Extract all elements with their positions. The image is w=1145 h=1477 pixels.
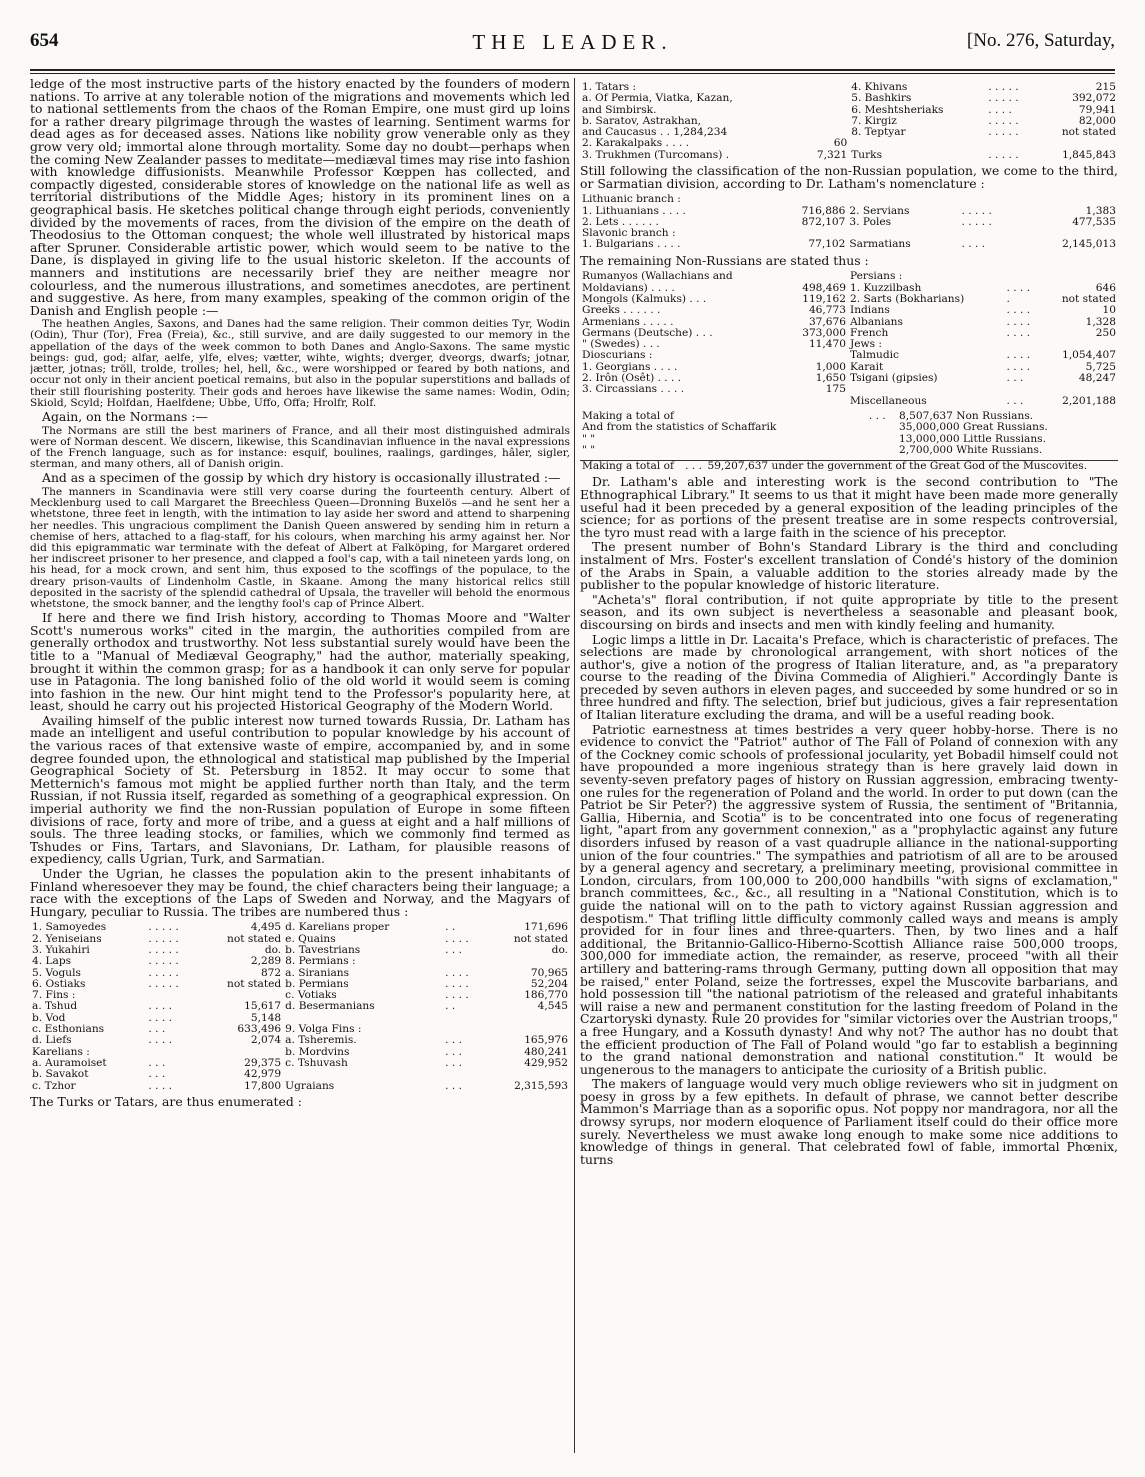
page-header <box>30 30 1115 70</box>
table-cell: . . . . <box>988 103 1012 116</box>
table-cell: 480,241 <box>524 1045 568 1058</box>
table-cell: 6. Meshtsheriaks <box>851 103 944 116</box>
table-cell: . . . . <box>1006 315 1031 328</box>
table-cell: b. Saratov, Astrakhan, <box>582 114 702 127</box>
paragraph: If here and there we find Irish history, according to Thomas Moore and "Walter Scott's numerous works" cited in the margin, the authorities compiled from are generally orthodox and trustworthy. Not less substantial surely would have been the title to a "Manual of Mediæval Geography," had the author, materially speaking, brought it within the common grasp; for as a handbook it can only serve for popular use in Patagonia. The long banished folio of the old world it would seem is coming into fashion in the new. Our hint might tend to the Professor's popularity here, at least, should he carry out his projected Historical Geography of the Modern World. <box>30 610 570 714</box>
table-cell: and Caucasus . . 1,284,234 <box>582 126 728 139</box>
grand-total-table <box>580 460 1118 472</box>
table-cell <box>1004 384 1041 395</box>
table-row <box>580 294 1118 305</box>
paragraph: The present number of Bohn's Standard Library is the third and concluding instalment of Mrs. Foster's excellent translation of Condé's history of the dominion of the Arabs in Spain, a valuable addition to the stories already made by the publisher to the popular knowledge of historic literature. <box>580 539 1118 593</box>
table-cell: . . . . <box>961 238 986 251</box>
table-cell: Moldavians) . . . . <box>582 281 675 294</box>
table-cell: 5,725 <box>1085 360 1116 373</box>
table-cell: . . . . . <box>148 932 179 945</box>
table-cell: d. Besermanians <box>285 1000 375 1013</box>
ugrian-tribes-table <box>30 922 570 1091</box>
table-cell: b. Vod <box>32 1011 66 1024</box>
table-cell: 4,545 <box>537 1000 568 1013</box>
table-cell: Making a total of <box>582 409 674 422</box>
table-cell: 1. Georgians . . . . <box>582 360 678 373</box>
table-cell: not stated <box>227 932 282 945</box>
table-row <box>30 1035 570 1046</box>
table-cell: d. Karelians proper <box>285 921 390 934</box>
table-cell: c. Tshuvash <box>285 1056 348 1069</box>
turks-table <box>580 82 1118 161</box>
table-cell: . . . . <box>445 977 469 990</box>
table-cell: . . . . . <box>961 215 992 228</box>
paragraph: Under the Ugrian, he classes the population akin to the present inhabitants of Finland wheresoever they may be found, the chief characters being their language; a race with the exceptions of the Laps of Sweden and Norway, and the Magyars of Hungary, peculiar to Russia. The tribes are numbered thus : <box>30 866 570 919</box>
table-cell: not stated <box>513 932 568 945</box>
table-cell: c. Esthonians <box>32 1023 105 1036</box>
table-cell <box>1004 271 1041 282</box>
table-cell: not stated <box>1061 292 1116 305</box>
paragraph: Logic limps a little in Dr. Lacaita's Preface, which is characteristic of prefaces. The selections are made by chronological arrangement, with short notices of the author's, give a notion of the progress of Italian literature, and, as "a preparatory course to the reading of the Divina Commedia of Alighieri." Accordingly Dante is preceded by seven authors in eleven pages, and succeeded by some hundred or so in three hundred and fifty. The selection, brief but judicious, gives a fair representation of Italian literature excluding the drama, and will be a useful reading book. <box>580 631 1118 723</box>
table-cell: 37,676 <box>808 315 847 328</box>
table-row <box>30 1081 570 1092</box>
table-cell: a. Tshud <box>32 1000 78 1013</box>
paragraph: Still following the classification of the non-Russian population, we come to the third, or Sarmatian division, according to Dr. Latham's nomenclature : <box>580 163 1118 191</box>
table-cell: 2. Servians <box>849 204 910 217</box>
table-cell: . . . . <box>1006 281 1031 294</box>
table-cell: b. Savakot <box>32 1068 89 1081</box>
table-cell: 60 <box>833 137 848 150</box>
table-cell <box>960 194 1019 205</box>
table-cell <box>785 396 848 407</box>
table-cell <box>800 93 849 104</box>
table-cell: and Simbirsk. <box>582 103 657 116</box>
table-cell: . . . <box>445 1034 462 1047</box>
table-cell: 2. Karakalpaks . . . . <box>582 137 690 150</box>
table-cell: b. Mordvins <box>285 1045 350 1058</box>
table-cell: . . . <box>868 409 886 422</box>
paragraph: Availing himself of the public interest now turned towards Russia, Dr. Latham has made an intelligent and useful contribution to popular knowledge by his account of the various races of that extensive waste of empire, accompanied by, and in some degree founded upon, the ethnological and statistical map published by the Imperial Geographical Society of St. Petersburg in 1852. It may occur to some that Metternich's famous mot might be applied further north than Italy, and the term Russian, if not Russia itself, regarded as something of a geographical expression. On imperial authority we find the non-Russian population of Europe in some fifteen divisions of race, forty and more of tribe, and a guess at eight and a half millions of souls. The three leading stocks, or families, which we commonly find termed as Tshudes or Fins, Tartars, and Slavonians, Dr. Latham, for plausible reasons of expediency, calls Ugrian, Turk, and Sarmatian. <box>30 712 570 867</box>
table-cell <box>765 194 847 205</box>
table-cell: Persians : <box>850 270 903 283</box>
table-cell: . . . <box>685 460 702 473</box>
table-cell: 5,148 <box>250 1011 282 1024</box>
table-cell: Greeks . . . . . . <box>582 304 661 317</box>
table-row <box>30 1069 570 1080</box>
table-cell: Indians <box>850 304 890 317</box>
non-russians-table <box>580 271 1118 407</box>
table-cell: 373,000 <box>802 326 847 339</box>
table-cell: 4. Laps <box>32 955 72 968</box>
table-cell: 498,469 <box>802 281 847 294</box>
table-cell: . . . <box>148 1023 166 1036</box>
table-cell: 3. Yukahiri <box>32 943 90 956</box>
table-cell <box>1018 194 1118 205</box>
table-cell: 716,886 <box>801 204 846 217</box>
quotation: The heathen Angles, Saxons, and Danes had the same religion. Their common deities Tyr, Wodin (Odin), Thur (Tor), Frea (Freia), &c., still survive, and are daily suggested to our memory in the appellation of the days of the week common to both Danes and Anglo-Saxons. The same mystic beings: gud, god; alfar, aelfe, ylfe, elves; vætter, wihte, wights; dverger, dveorgs, dwarfs; jotnar, jætter, jotnas; tröll, trolde, trolles; hel, hell, &c., were worshipped or feared by both nations, and occur not only in their ancient poetical remains, but also in the popular superstitions and ballads of their still flourishing posterity. Their gods and heroes have likewise the same names: Wodin, Odin; Skiold, Scyld; Holfdan, Haelfdene; Ubbe, Uffo, Offa; Hrolfr, Rolf. <box>30 318 570 409</box>
table-row <box>580 239 1118 250</box>
table-cell: a. Of Permia, Viatka, Kazan, <box>582 92 733 105</box>
sarmatian-table <box>580 194 1118 250</box>
table-cell: 46,773 <box>808 304 847 317</box>
table-cell: 429,952 <box>524 1056 568 1069</box>
table-cell: And from the statistics of Schaffarik <box>582 421 777 434</box>
table-cell <box>580 396 785 407</box>
table-cell: . . . <box>445 943 462 956</box>
totals-table <box>580 411 1118 456</box>
table-cell: . . . . . <box>148 977 179 990</box>
table-cell: 6. Ostiaks <box>32 977 86 990</box>
table-cell <box>484 1069 570 1080</box>
table-cell: 29,375 <box>244 1056 282 1069</box>
table-cell: Albanians <box>850 315 903 328</box>
table-cell: 5. Voguls <box>32 966 81 979</box>
table-cell: Making a total of <box>582 460 674 473</box>
table-cell: Rumanyos (Wallachians and <box>582 270 733 283</box>
table-cell <box>800 116 849 127</box>
table-cell: 2,074 <box>250 1034 282 1047</box>
paragraph: The Turks or Tatars, are thus enumerated : <box>30 1093 302 1109</box>
table-cell: 35,000,000 Great Russians. <box>899 421 1048 434</box>
header-rule <box>30 69 1115 71</box>
table-cell: 1,328 <box>1085 315 1116 328</box>
table-row <box>30 1058 570 1069</box>
table-row <box>30 1001 570 1012</box>
table-cell <box>848 384 1004 395</box>
table-cell: Tsigani (gipsies) <box>850 372 938 385</box>
table-cell: . <box>1006 292 1010 305</box>
table-cell: 2. Lets . . . . . . <box>582 215 659 228</box>
table-cell: 8. Teptyar <box>851 126 906 139</box>
table-cell: . . . . <box>1006 304 1031 317</box>
table-cell: . . . . <box>148 1011 172 1024</box>
table-cell: 392,072 <box>1072 92 1116 105</box>
table-cell: 1. Bulgarians . . . . <box>582 238 681 251</box>
table-cell: . . . . . <box>961 204 992 217</box>
issue-label: [No. 276, Saturday, <box>966 30 1115 51</box>
table-cell: . . . . . <box>148 943 179 956</box>
table-cell: 9. Volga Fins : <box>285 1023 362 1036</box>
table-cell: 8,507,637 Non Russians. <box>899 409 1034 422</box>
table-cell: Miscellaneous <box>850 394 927 407</box>
table-cell: Sarmatians <box>849 238 911 251</box>
table-cell: Dioscurians : <box>582 349 653 362</box>
table-cell <box>1041 384 1118 395</box>
paragraph: Again, on the Normans :— <box>42 408 208 424</box>
table-cell: . . . . <box>445 966 469 979</box>
paragraph: Dr. Latham's able and interesting work is the second contribution to "The Ethnographical Library." It seems to us that it might have been made more generally useful had it been preceded by a general exposition of the leading principles of the science; for as portions of the present treatise are in some respects controversial, the tyro must read with a large faith in the science of his preceptor. <box>580 474 1118 540</box>
table-cell: do. <box>551 943 568 956</box>
table-cell: . . . . <box>148 1000 172 1013</box>
table-cell: 175 <box>825 383 847 396</box>
table-cell: a. Auramoiset <box>32 1056 107 1069</box>
table-cell: not stated <box>227 977 282 990</box>
table-cell: Germans (Deutsche) . . . <box>582 326 713 339</box>
table-cell: b. Tavestrians <box>285 943 361 956</box>
table-cell: 477,535 <box>1072 215 1116 228</box>
table-cell: 3. Trukhmen (Turcomans) . <box>582 148 730 161</box>
table-cell <box>484 956 570 967</box>
table-cell: 70,965 <box>530 966 568 979</box>
paragraph: The makers of language would very much oblige reviewers who sit in judgment on poesy in gross by a few epithets. In default of phrase, we cannot better describe Mammon's Marriage than as a soporific opus. Not poppy nor mandragora, nor all the drowsy syrups, nor modern eloquence of Parliament itself could do their office more surely. Nevertheless we must awake long enough to make some nice additions to knowledge of things in general. That celebrated fowl of fable, immortal Phœnix, turns <box>580 1076 1118 1167</box>
table-cell: 7,321 <box>816 148 848 161</box>
table-cell: 2,289 <box>250 955 282 968</box>
table-cell: Karelians : <box>32 1045 90 1058</box>
table-row <box>580 461 1118 473</box>
table-cell: . . . . <box>148 1034 172 1047</box>
table-cell: 59,207,637 under the government of the Great God of the Muscovites. <box>707 460 1088 473</box>
table-cell: . . . . . <box>148 955 179 968</box>
table-cell: Mongols (Kalmuks) . . . <box>582 292 707 305</box>
table-cell: Slavonic branch : <box>582 227 676 240</box>
table-cell <box>443 1069 484 1080</box>
table-cell: e. Quains <box>285 932 336 945</box>
table-cell: 17,800 <box>244 1079 282 1092</box>
table-row <box>580 93 1118 104</box>
table-cell: 171,696 <box>524 921 568 934</box>
table-cell: 79,941 <box>1078 103 1116 116</box>
table-cell: French <box>850 326 889 339</box>
paragraph: And as a specimen of the gossip by which dry history is occasionally illustrated :— <box>42 470 561 486</box>
table-cell: 215 <box>1095 81 1116 93</box>
table-row <box>580 150 1118 161</box>
table-row <box>580 384 1118 395</box>
paragraph: Patriotic earnestness at times bestrides a very queer hobby-horse. There is no evidence to convict the "Patriot" author of The Fall of Poland of connexion with any of the Cockney comic schools of professional jocularity, yet Bobadil himself could not have propounded a more ingenious strategy than is here gravely laid down in seventy-seven prefatory pages of history on Russian aggression, embracing twenty-one rules for the regeneration of Poland and the world. In order to put down (can the Patriot be Sir Peter?) the aggressive system of Russia, the sentiment of "Britannia, Gallia, Hibernia, and Scotia" is to be concentrated into one focus of regenerating light, "apart from any government connexion," as a "prophylactic against any future disorders infused by reason of a vast quadruple alliance in the national-supporting union of the four countries." The sympathies and patriotism of all are to be aroused by a general agency and secretary, a preliminary meeting, provisional committee in London, circulars, from 100,000 to 200,000 handbills "with signs of exclamation," branch committees, &c., &c., all resulting in a "National Constitution, which is to guide the national will on to the path to victory against Russian aggression and despotism." That trifling little difficulty commonly called ways and means is amply provided for in four lines and three-quarters. Then, by two lines and a half additional, the Britannio-Gallico-Hiberno-Scottish Alliance raise 500,000 troops, 300,000 for immediate action, the remainder, as reserve, proceed "with all their artillery and battering-rams through Germany, putting down all opposition that may be raised," enter Poland, seize the fortresses, expel the Muscovite barbarians, and hold possession till "the national patriotism of the released and grateful inhabitants will raise a new and permanent constitution for the lasting freedom of Poland in the Czartoryski dynasty. Rule 20 provides for "similar victories over the Austrian troops," a free Hungary, and a Kossuth dynasty! And why not? The author has no doubt that the efficient production of The Fall of Poland would "go far to establish a beginning to the grand national demonstration and national constitution." It would be ungenerous to the managers to anticipate the curiosity of a British public. <box>580 721 1118 1077</box>
table-row <box>580 271 1118 282</box>
table-cell: . . . . . <box>988 114 1019 127</box>
table-cell: not stated <box>1061 126 1116 139</box>
table-cell: 2. Sarts (Bokharians) <box>850 292 965 305</box>
table-cell: 119,162 <box>802 292 847 305</box>
table-cell: 82,000 <box>1078 114 1116 127</box>
table-row <box>580 422 1118 433</box>
table-cell: . . <box>445 1000 456 1013</box>
table-cell: c. Votiaks <box>285 989 337 1002</box>
table-cell: 1. Lithuanians . . . . <box>582 204 686 217</box>
table-cell: c. Tzhor <box>32 1079 76 1092</box>
table-cell: " " <box>582 432 596 445</box>
table-cell: 250 <box>1095 326 1116 339</box>
table-cell: 646 <box>1095 281 1116 294</box>
table-cell <box>443 956 484 967</box>
table-cell: 1,054,407 <box>1062 349 1116 362</box>
table-cell: 2. Irôn (Osêt) . . . . <box>582 372 682 385</box>
table-cell: " " <box>582 443 596 456</box>
table-cell: . . <box>445 921 456 934</box>
table-cell: 2,201,188 <box>1062 394 1116 407</box>
table-cell: 165,976 <box>524 1034 568 1047</box>
table-cell: 5. Bashkirs <box>851 92 912 105</box>
table-cell: 3. Poles <box>849 215 892 228</box>
table-cell <box>785 271 848 282</box>
table-cell: . . . <box>148 1056 166 1069</box>
header-rule-thin <box>30 73 1115 74</box>
table-cell: Karait <box>850 360 884 373</box>
table-cell: d. Liefs <box>32 1034 72 1047</box>
table-cell: . . . <box>445 1045 462 1058</box>
table-cell: . . . . <box>1006 326 1031 339</box>
table-cell: 15,617 <box>244 1000 282 1013</box>
table-cell: 1. Tatars : <box>582 81 637 93</box>
table-cell: . . . <box>445 1056 462 1069</box>
table-cell: 8. Permians : <box>285 955 356 968</box>
table-cell <box>283 1069 443 1080</box>
table-cell: . . . . <box>1006 360 1031 373</box>
table-row <box>580 328 1118 339</box>
table-cell: 11,470 <box>808 338 847 351</box>
table-cell: Lithuanic branch : <box>582 193 681 206</box>
table-cell: 1. Kuzzilbash <box>850 281 922 294</box>
left-column <box>30 78 570 1453</box>
table-cell: 4,495 <box>250 921 282 934</box>
table-cell: 2,145,013 <box>1062 238 1116 251</box>
table-row <box>580 396 1118 407</box>
table-cell: Ugraians <box>285 1079 335 1092</box>
table-cell: 872,107 <box>801 215 846 228</box>
table-cell: 48,247 <box>1078 372 1116 385</box>
table-cell: . . . <box>1006 394 1024 407</box>
table-cell: . . . . . <box>148 921 179 934</box>
table-cell: " (Swedes) . . . <box>582 338 660 351</box>
table-cell: 2,700,000 White Russians. <box>899 443 1043 456</box>
table-cell <box>443 1013 484 1024</box>
masthead-title: THE LEADER. <box>472 30 673 54</box>
table-cell: 77,102 <box>808 238 846 251</box>
table-cell: Talmudic <box>850 349 899 362</box>
table-cell: 1,383 <box>1085 204 1116 217</box>
quotation: The manners in Scandinavia were still very coarse during the fourteenth century. Albert of Mecklenburg used to call Margaret the Breechless Queen—Dronning Buxelös —and he sent her a whetstone, three feet in length, with the intimation to lay aside her sword and attend to sharpening her needles. This ungracious compliment the Danish Queen answered by sending him in return a chemise of hers, attached to a flag-staff, for his colours, when marching his army against her. Nor did this epigrammatic war terminate with the defeat of Albert at Falköping, for Margaret ordered her indiscreet prisoner to her presence, and clapped a fool's cap, with a tail nineteen yards long, on his head, for a mock crown, and sent him, thus exposed to the scoffings of the populace, to the dreary prison-vaults of Lindenholm Castle, in Skaane. Among the many historical relics still deposited in the sacristy of the splendid cathedral of Upsala, the traveller will behold the enormous whetstone, the smock banner, and the lengthy fool's cap of Prince Albert. <box>30 485 570 610</box>
table-row <box>30 922 570 933</box>
table-cell: 3. Circassians . . . . <box>582 383 685 396</box>
table-cell: 1,000 <box>815 360 847 373</box>
column-divider <box>574 78 575 1453</box>
table-cell: . . . . . <box>988 92 1019 105</box>
table-cell: Armenians . . . . . <box>582 315 674 328</box>
table-cell: 1. Samoyedes <box>32 921 107 934</box>
paragraph: ledge of the most instructive parts of the history enacted by the founders of modern nations. To arrive at any tolerable notion of the migrations and movements which led to national settlements from the chaos of the Roman Empire, one must gird up loins for a rather dreary pilgrimage through the wastes of learning. Sentiment warms for dead ages as for deceased asses. Nations like nobility grow venerable only as they grow very old; immortal alone through mortality. Some day no doubt—perhaps when the coming New Zealander passes to meditate—mediæval times may rise into fashion with knowledge diffusionists. Meanwhile Professor Kœppen has collected, and compactly digested, considerable stores of knowledge on the national life as well as territorial distributions of the Middle Ages; history in its prominent lines on a geographical basis. He sketches political change through eight periods, conveniently divided by the movements of races, from the division of the empire on the death of Theodosius to the Ottoman conquest; the whole well illustrated by historical maps after Spruner. Considerable artistic power, which would seem to be native to the Dane, is displayed in giving life to the usual historic skeleton. If the accounts of manners and institutions are necessarily brief they are neither meagre nor colourless, and the numerous illustrations, and sometimes anecdotes, are pertinent and suggestive. As here, from many examples, speaking of the common origin of the Danish and English people :— <box>30 78 570 318</box>
table-cell: . . . . . <box>148 966 179 979</box>
table-row <box>580 194 1118 205</box>
table-cell: . . . . <box>148 1079 172 1092</box>
table-row <box>580 445 1118 456</box>
table-cell: 1,845,843 <box>1062 148 1116 161</box>
table-cell: 2. Yeniseians <box>32 932 102 945</box>
table-cell: 10 <box>1102 304 1116 317</box>
table-cell: 2,315,593 <box>514 1079 568 1092</box>
table-cell <box>867 434 897 445</box>
table-row <box>580 305 1118 316</box>
table-cell <box>867 422 897 433</box>
table-cell: Jews : <box>850 338 882 351</box>
table-cell: . . . . <box>445 932 469 945</box>
table-cell: 186,770 <box>524 989 568 1002</box>
table-cell <box>800 82 849 93</box>
table-cell: 7. Kirgiz <box>851 114 897 127</box>
table-row <box>580 339 1118 350</box>
table-cell: 633,496 <box>237 1023 282 1036</box>
table-cell <box>867 445 897 456</box>
quotation: The Normans are still the best mariners of France, and all their most distinguished admirals were of Norman descent. We discern, likewise, this Scandinavian influence in the naval expressions of the French language, such as for instance: esquif, boulines, raalings, gardinges, hâler, sigler, sterman, and many others, all of Danish origin. <box>30 424 570 471</box>
table-cell: do. <box>264 943 282 956</box>
table-cell: . . . <box>1006 372 1024 385</box>
table-cell: . . . . . <box>988 81 1019 93</box>
table-cell: 7. Fins : <box>32 989 76 1002</box>
table-cell: . . . . <box>1006 349 1031 362</box>
table-cell <box>1041 271 1118 282</box>
table-cell: 13,000,000 Little Russians. <box>899 432 1046 445</box>
table-cell <box>847 194 959 205</box>
table-cell: . . . . <box>445 989 469 1002</box>
table-cell: Turks <box>851 148 883 161</box>
table-cell: 4. Khivans <box>851 81 908 93</box>
table-cell <box>484 1013 570 1024</box>
table-cell: . . . . . <box>988 148 1019 161</box>
table-cell: a. Tsheremis. <box>285 1034 357 1047</box>
page-number: 654 <box>30 30 59 51</box>
paragraph: "Acheta's" floral contribution, if not quite appropriate by title to the present season, and its own subject is nevertheless a seasonable and pleasant book, discoursing on birds and insects and men with kindly feeling and humanity. <box>580 591 1118 632</box>
table-cell: b. Permians <box>285 977 349 990</box>
table-cell: 52,204 <box>530 977 568 990</box>
paragraph: The remaining Non-Russians are stated thus : <box>580 252 869 268</box>
table-cell: 872 <box>260 966 282 979</box>
table-cell: . . . <box>148 1068 166 1081</box>
table-cell: 1,650 <box>815 372 847 385</box>
table-cell: a. Siranians <box>285 966 350 979</box>
table-cell <box>800 105 849 116</box>
table-cell: . . . . . <box>988 126 1019 139</box>
table-cell: 42,979 <box>244 1068 282 1081</box>
table-row <box>30 956 570 967</box>
table-cell: . . . <box>445 1079 462 1092</box>
right-column <box>580 78 1118 1453</box>
